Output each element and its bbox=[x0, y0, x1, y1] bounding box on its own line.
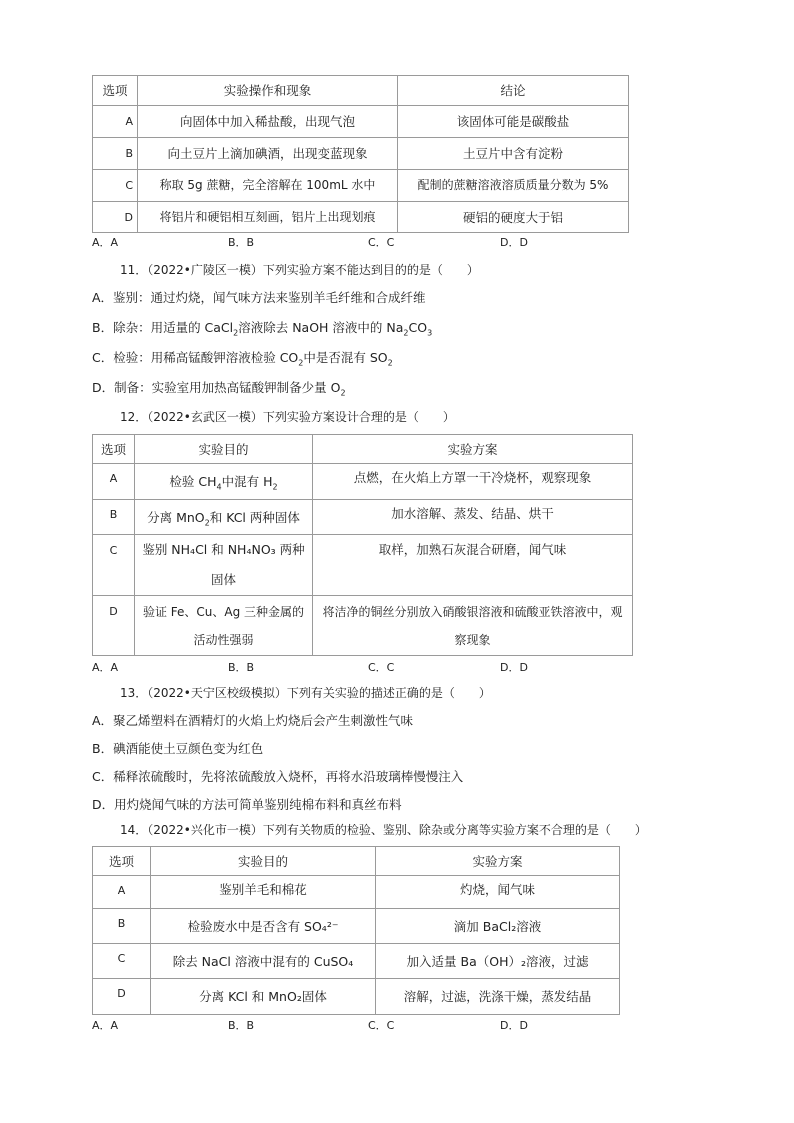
row-operation: 向固体中加入稀盐酸，出现气泡 bbox=[138, 106, 398, 138]
answer-option: C．C bbox=[368, 236, 395, 249]
option-a: A．鉴别：通过灼烧，闻气味方法来鉴别羊毛纤维和合成纤维 bbox=[92, 290, 426, 305]
table-row bbox=[93, 138, 629, 170]
row-letter: C bbox=[93, 170, 138, 202]
row-letter: D bbox=[93, 979, 151, 1015]
table-row bbox=[93, 944, 620, 979]
table-row bbox=[93, 876, 620, 909]
option-d: D．用灼烧闻气味的方法可简单鉴别纯棉布料和真丝布料 bbox=[92, 797, 402, 812]
row-plan: 灼烧，闻气味 bbox=[376, 876, 620, 909]
answer-option: C．C bbox=[368, 1019, 395, 1032]
option-c: C．稀释浓硫酸时，先将浓硫酸放入烧杯，再将水沿玻璃棒慢慢注入 bbox=[92, 769, 464, 784]
table-header: 选项 bbox=[93, 435, 135, 464]
table-row bbox=[93, 909, 620, 944]
answer-option: B．B bbox=[228, 661, 255, 674]
answer-option: A．A bbox=[92, 661, 119, 674]
row-letter: D bbox=[93, 202, 138, 233]
question-stem-14: 14．（2022•兴化市一模）下列有关物质的检验、鉴别、除杂或分离等实验方案不合理的是（ ） bbox=[120, 823, 647, 837]
row-letter: C bbox=[93, 535, 135, 596]
table-row bbox=[93, 535, 633, 596]
row-operation: 向土豆片上滴加碘酒，出现变蓝现象 bbox=[138, 138, 398, 170]
row-plan: 滴加 BaCl₂溶液 bbox=[376, 909, 620, 944]
row-conclusion: 硬铝的硬度大于铝 bbox=[398, 202, 629, 233]
row-operation: 称取 5g 蔗糖，完全溶解在 100mL 水中 bbox=[138, 170, 398, 202]
answer-option: C．C bbox=[368, 661, 395, 674]
row-conclusion: 土豆片中含有淀粉 bbox=[398, 138, 629, 170]
answer-option: B．B bbox=[228, 236, 255, 249]
row-conclusion: 该固体可能是碳酸盐 bbox=[398, 106, 629, 138]
row-goal: 除去 NaCl 溶液中混有的 CuSO₄ bbox=[151, 944, 376, 979]
row-letter: B bbox=[93, 500, 135, 535]
answer-option: D．D bbox=[500, 236, 528, 249]
table-q10 bbox=[92, 75, 629, 233]
row-plan: 将洁净的铜丝分别放入硝酸银溶液和硫酸亚铁溶液中，观察现象 bbox=[313, 596, 633, 656]
table-header: 结论 bbox=[398, 76, 629, 106]
row-plan: 取样，加熟石灰混合研磨，闻气味 bbox=[313, 535, 633, 596]
row-letter: D bbox=[93, 596, 135, 656]
option-d: D．制备：实验室用加热高锰酸钾制备少量 $O_2$ bbox=[92, 380, 346, 398]
row-goal: 检验 $CH_4$中混有 $H_2$ bbox=[135, 464, 313, 500]
option-b: B．除杂：用适量的 CaCl$_2$溶液除去 NaOH 溶液中的 $Na_2CO_3$ bbox=[92, 320, 433, 338]
row-letter: A bbox=[93, 464, 135, 500]
row-goal: 鉴别羊毛和棉花 bbox=[151, 876, 376, 909]
row-conclusion: 配制的蔗糖溶液溶质质量分数为 5% bbox=[398, 170, 629, 202]
table-q14 bbox=[92, 846, 620, 1015]
answer-option: A．A bbox=[92, 236, 119, 249]
row-operation: 将铝片和硬铝相互刻画，铝片上出现划痕 bbox=[138, 202, 398, 233]
table-header: 实验方案 bbox=[376, 847, 620, 876]
row-goal: 鉴别 NH₄Cl 和 NH₄NO₃ 两种固体 bbox=[135, 535, 313, 596]
row-letter: A bbox=[93, 106, 138, 138]
table-row bbox=[93, 979, 620, 1015]
row-plan: 加入适量 Ba（OH）₂溶液，过滤 bbox=[376, 944, 620, 979]
option-a: A．聚乙烯塑料在酒精灯的火焰上灼烧后会产生刺激性气味 bbox=[92, 713, 414, 728]
answer-options-q12 bbox=[92, 659, 632, 675]
table-row bbox=[93, 596, 633, 656]
answer-options-q14 bbox=[92, 1017, 632, 1033]
question-stem-11: 11．（2022•广陵区一模）下列实验方案不能达到目的的是（ ） bbox=[120, 263, 479, 277]
table-row bbox=[93, 500, 633, 535]
table-row bbox=[93, 170, 629, 202]
table-q12 bbox=[92, 434, 633, 656]
row-goal: 检验废水中是否含有 SO₄²⁻ bbox=[151, 909, 376, 944]
table-header: 实验目的 bbox=[151, 847, 376, 876]
row-plan: 点燃，在火焰上方罩一干冷烧杯，观察现象 bbox=[313, 464, 633, 500]
option-b: B．碘酒能使土豆颜色变为红色 bbox=[92, 741, 264, 756]
answer-option: B．B bbox=[228, 1019, 255, 1032]
option-c: C．检验：用稀高锰酸钾溶液检验 $CO_2$中是否混有 $SO_2$ bbox=[92, 350, 393, 368]
table-header: 实验目的 bbox=[135, 435, 313, 464]
row-goal: 验证 Fe、Cu、Ag 三种金属的活动性强弱 bbox=[135, 596, 313, 656]
answer-option: A．A bbox=[92, 1019, 119, 1032]
answer-option: D．D bbox=[500, 661, 528, 674]
answer-options-q10 bbox=[92, 234, 632, 250]
row-letter: C bbox=[93, 944, 151, 979]
table-header: 选项 bbox=[93, 76, 138, 106]
row-letter: B bbox=[93, 138, 138, 170]
table-row bbox=[93, 202, 629, 233]
question-stem-12: 12．（2022•玄武区一模）下列实验方案设计合理的是（ ） bbox=[120, 410, 455, 424]
answer-option: D．D bbox=[500, 1019, 528, 1032]
row-plan: 加水溶解、蒸发、结晶、烘干 bbox=[313, 500, 633, 535]
table-row bbox=[93, 106, 629, 138]
table-row bbox=[93, 464, 633, 500]
row-letter: B bbox=[93, 909, 151, 944]
row-plan: 溶解，过滤，洗涤干燥，蒸发结晶 bbox=[376, 979, 620, 1015]
row-goal: 分离 KCl 和 MnO₂固体 bbox=[151, 979, 376, 1015]
row-letter: A bbox=[93, 876, 151, 909]
table-header: 实验方案 bbox=[313, 435, 633, 464]
table-header: 选项 bbox=[93, 847, 151, 876]
table-header: 实验操作和现象 bbox=[138, 76, 398, 106]
row-goal: 分离 MnO$_2$和 KCl 两种固体 bbox=[135, 500, 313, 535]
question-stem-13: 13．（2022•天宁区校级模拟）下列有关实验的描述正确的是（ ） bbox=[120, 686, 491, 700]
